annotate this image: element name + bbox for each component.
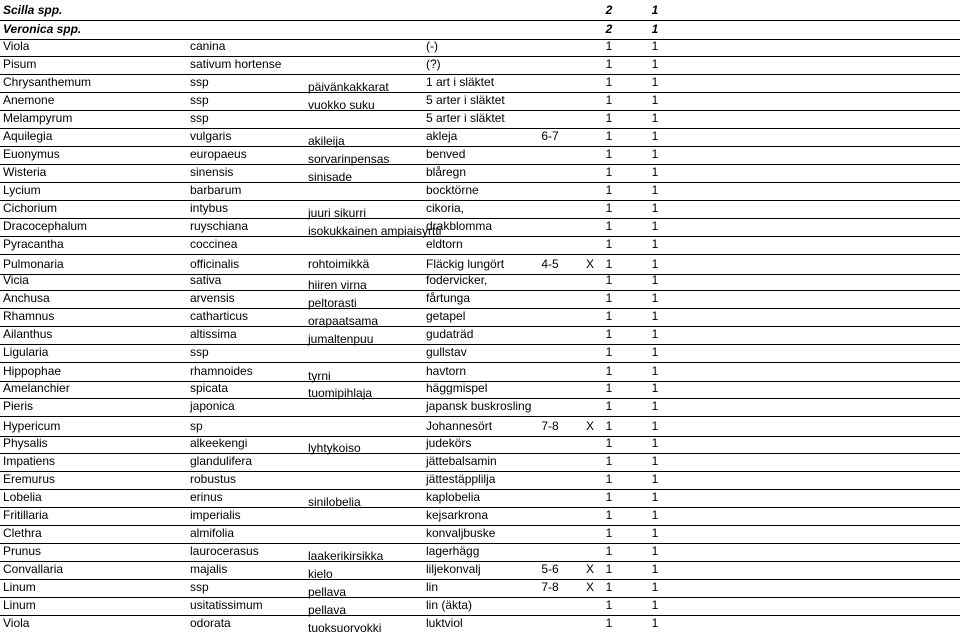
species-cell: ssp bbox=[190, 93, 209, 107]
species-cell: ssp bbox=[190, 580, 209, 594]
table-row bbox=[0, 544, 960, 562]
count-cell-1: 1 bbox=[605, 291, 613, 305]
species-cell: erinus bbox=[190, 490, 223, 504]
genus-cell: Pulmonaria bbox=[3, 257, 64, 271]
count-cell-2: 1 bbox=[651, 257, 659, 271]
finnish-name-cell: tuoksuorvokki bbox=[308, 621, 382, 635]
species-cell: imperialis bbox=[190, 508, 241, 522]
genus-cell: Scilla spp. bbox=[3, 3, 63, 17]
count-cell-1: 1 bbox=[605, 454, 613, 468]
count-cell-2: 1 bbox=[651, 237, 659, 251]
finnish-name-cell: jumaltenpuu bbox=[308, 332, 374, 346]
count-cell-2: 1 bbox=[651, 183, 659, 197]
finnish-name-cell: päivänkakkarat bbox=[308, 80, 389, 94]
count-cell-2: 1 bbox=[651, 454, 659, 468]
swedish-name-cell: jättestäpplilja bbox=[426, 472, 496, 486]
species-cell: usitatissimum bbox=[190, 598, 263, 612]
count-cell-1: 1 bbox=[605, 327, 613, 341]
swedish-name-cell: cikoria, bbox=[426, 201, 465, 215]
species-cell: ssp bbox=[190, 345, 209, 359]
finnish-name-cell: laakerikirsikka bbox=[308, 549, 384, 563]
count-cell-2: 1 bbox=[651, 616, 659, 630]
finnish-name-cell: sinisade bbox=[308, 170, 353, 184]
species-cell: canina bbox=[190, 39, 226, 53]
species-cell: spicata bbox=[190, 381, 229, 395]
species-cell: almifolia bbox=[190, 526, 235, 540]
species-cell: sativum hortense bbox=[190, 57, 282, 71]
table-row bbox=[0, 237, 960, 255]
genus-cell: Wisteria bbox=[3, 165, 47, 179]
zone-cell: 6-7 bbox=[541, 129, 559, 143]
count-cell-2: 1 bbox=[651, 57, 659, 71]
count-cell-2: 1 bbox=[651, 129, 659, 143]
genus-cell: Hypericum bbox=[3, 419, 61, 433]
count-cell-1: 1 bbox=[605, 183, 613, 197]
count-cell-2: 1 bbox=[651, 111, 659, 125]
count-cell-2: 1 bbox=[651, 22, 659, 36]
count-cell-2: 1 bbox=[651, 147, 659, 161]
count-cell-1: 1 bbox=[605, 219, 613, 233]
table-row bbox=[0, 345, 960, 363]
swedish-name-cell: kejsarkrona bbox=[426, 508, 489, 522]
count-cell-2: 1 bbox=[651, 472, 659, 486]
count-cell-2: 1 bbox=[651, 508, 659, 522]
genus-cell: Veronica spp. bbox=[3, 22, 82, 36]
count-cell-2: 1 bbox=[651, 309, 659, 323]
species-cell: intybus bbox=[190, 201, 229, 215]
table-row bbox=[0, 93, 960, 111]
genus-cell: Convallaria bbox=[3, 562, 64, 576]
finnish-name-cell: pellava bbox=[308, 585, 347, 599]
count-cell-1: 1 bbox=[605, 237, 613, 251]
zone-cell: 5-6 bbox=[541, 562, 559, 576]
swedish-name-cell: fårtunga bbox=[426, 291, 471, 305]
table-row bbox=[0, 201, 960, 219]
finnish-name-cell: peltorasti bbox=[308, 296, 357, 310]
count-cell-2: 1 bbox=[651, 273, 659, 287]
species-cell: catharticus bbox=[190, 309, 249, 323]
species-cell: sinensis bbox=[190, 165, 234, 179]
genus-cell: Melampyrum bbox=[3, 111, 73, 125]
count-cell-2: 1 bbox=[651, 219, 659, 233]
count-cell-1: 1 bbox=[605, 345, 613, 359]
swedish-name-cell: drakblomma bbox=[426, 219, 493, 233]
genus-cell: Pisum bbox=[3, 57, 37, 71]
finnish-name-cell: hiiren virna bbox=[308, 278, 367, 292]
count-cell-2: 1 bbox=[651, 345, 659, 359]
zone-cell: 7-8 bbox=[541, 419, 559, 433]
mark-cell: X bbox=[585, 580, 594, 594]
species-cell: barbarum bbox=[190, 183, 242, 197]
swedish-name-cell: akleja bbox=[426, 129, 458, 143]
swedish-name-cell: luktviol bbox=[426, 616, 463, 630]
count-cell-2: 1 bbox=[651, 364, 659, 378]
count-cell-1: 1 bbox=[605, 544, 613, 558]
genus-cell: Cichorium bbox=[3, 201, 58, 215]
swedish-name-cell: fodervicker, bbox=[426, 273, 488, 287]
count-cell-2: 1 bbox=[651, 291, 659, 305]
count-cell-2: 1 bbox=[651, 3, 659, 17]
species-cell: ssp bbox=[190, 75, 209, 89]
table-row bbox=[0, 22, 960, 40]
genus-cell: Linum bbox=[3, 598, 36, 612]
finnish-name-cell: tyrni bbox=[308, 369, 331, 383]
row-divider bbox=[0, 20, 960, 21]
table-row bbox=[0, 219, 960, 237]
swedish-name-cell: gudaträd bbox=[426, 327, 474, 341]
count-cell-1: 1 bbox=[605, 381, 613, 395]
count-cell-1: 1 bbox=[605, 111, 613, 125]
table-row bbox=[0, 364, 960, 382]
species-cell: altissima bbox=[190, 327, 237, 341]
count-cell-2: 1 bbox=[651, 201, 659, 215]
table-row bbox=[0, 309, 960, 327]
species-cell: robustus bbox=[190, 472, 237, 486]
swedish-name-cell: (-) bbox=[426, 39, 438, 53]
species-cell: ruyschiana bbox=[190, 219, 249, 233]
genus-cell: Physalis bbox=[3, 436, 48, 450]
row-divider bbox=[0, 254, 960, 255]
genus-cell: Amelanchier bbox=[3, 381, 70, 395]
count-cell-2: 1 bbox=[651, 490, 659, 504]
genus-cell: Vicia bbox=[3, 273, 29, 287]
species-cell: alkeekengi bbox=[190, 436, 248, 450]
swedish-name-cell: havtorn bbox=[426, 364, 467, 378]
species-cell: majalis bbox=[190, 562, 228, 576]
count-cell-1: 1 bbox=[605, 508, 613, 522]
swedish-name-cell: 5 arter i släktet bbox=[426, 93, 505, 107]
species-cell: odorata bbox=[190, 616, 231, 630]
count-cell-1: 1 bbox=[605, 472, 613, 486]
finnish-name-cell: sinilobelia bbox=[308, 495, 361, 509]
genus-cell: Pieris bbox=[3, 399, 34, 413]
count-cell-1: 1 bbox=[605, 165, 613, 179]
table-row bbox=[0, 526, 960, 544]
count-cell-1: 1 bbox=[605, 526, 613, 540]
genus-cell: Hippophae bbox=[3, 364, 62, 378]
finnish-name-cell: sorvarinpensas bbox=[308, 152, 390, 166]
count-cell-1: 1 bbox=[605, 436, 613, 450]
count-cell-2: 1 bbox=[651, 544, 659, 558]
swedish-name-cell: liljekonvalj bbox=[426, 562, 481, 576]
table-row bbox=[0, 75, 960, 93]
finnish-name-cell: lyhtykoiso bbox=[308, 441, 361, 455]
count-cell-1: 1 bbox=[605, 57, 613, 71]
genus-cell: Clethra bbox=[3, 526, 42, 540]
swedish-name-cell: benved bbox=[426, 147, 466, 161]
genus-cell: Lobelia bbox=[3, 490, 42, 504]
swedish-name-cell: japansk buskrosling bbox=[426, 399, 532, 413]
count-cell-1: 1 bbox=[605, 562, 613, 576]
mark-cell: X bbox=[585, 562, 594, 576]
table-row bbox=[0, 327, 960, 345]
genus-cell: Euonymus bbox=[3, 147, 60, 161]
table-row bbox=[0, 183, 960, 201]
swedish-name-cell: lin (äkta) bbox=[426, 598, 473, 612]
genus-cell: Pyracantha bbox=[3, 237, 64, 251]
finnish-name-cell: isokukkainen ampiaisyrtti bbox=[308, 224, 442, 238]
table-row bbox=[0, 111, 960, 129]
genus-cell: Chrysanthemum bbox=[3, 75, 92, 89]
count-cell-1: 1 bbox=[605, 399, 613, 413]
count-cell-2: 1 bbox=[651, 562, 659, 576]
genus-cell: Viola bbox=[3, 39, 30, 53]
count-cell-2: 1 bbox=[651, 327, 659, 341]
swedish-name-cell: (?) bbox=[426, 57, 441, 71]
table-row bbox=[0, 57, 960, 75]
mark-cell: X bbox=[585, 257, 594, 271]
table-row bbox=[0, 399, 960, 417]
species-cell: officinalis bbox=[190, 257, 240, 271]
species-cell: ssp bbox=[190, 111, 209, 125]
swedish-name-cell: häggmispel bbox=[426, 381, 488, 395]
count-cell-2: 1 bbox=[651, 419, 659, 433]
species-cell: glandulifera bbox=[190, 454, 253, 468]
count-cell-2: 1 bbox=[651, 165, 659, 179]
species-cell: vulgaris bbox=[190, 129, 232, 143]
genus-cell: Dracocephalum bbox=[3, 219, 88, 233]
swedish-name-cell: 1 art i släktet bbox=[426, 75, 495, 89]
zone-cell: 4-5 bbox=[541, 257, 559, 271]
table-row bbox=[0, 39, 960, 57]
swedish-name-cell: lin bbox=[426, 580, 439, 594]
count-cell-1: 1 bbox=[605, 580, 613, 594]
table-row bbox=[0, 273, 960, 291]
swedish-name-cell: konvaljbuske bbox=[426, 526, 496, 540]
count-cell-2: 1 bbox=[651, 39, 659, 53]
genus-cell: Rhamnus bbox=[3, 309, 55, 323]
count-cell-2: 1 bbox=[651, 436, 659, 450]
count-cell-1: 1 bbox=[605, 273, 613, 287]
species-cell: sp bbox=[190, 419, 203, 433]
genus-cell: Viola bbox=[3, 616, 30, 630]
genus-cell: Linum bbox=[3, 580, 36, 594]
species-cell: europaeus bbox=[190, 147, 247, 161]
swedish-name-cell: judekörs bbox=[426, 436, 472, 450]
count-cell-2: 1 bbox=[651, 381, 659, 395]
species-cell: rhamnoides bbox=[190, 364, 253, 378]
swedish-name-cell: 5 arter i släktet bbox=[426, 111, 505, 125]
genus-cell: Prunus bbox=[3, 544, 42, 558]
count-cell-1: 1 bbox=[605, 257, 613, 271]
count-cell-1: 1 bbox=[605, 364, 613, 378]
table-row bbox=[0, 616, 960, 634]
table-row bbox=[0, 147, 960, 165]
table-row bbox=[0, 580, 960, 598]
count-cell-1: 1 bbox=[605, 201, 613, 215]
swedish-name-cell: bocktörne bbox=[426, 183, 479, 197]
count-cell-2: 1 bbox=[651, 580, 659, 594]
zone-cell: 7-8 bbox=[541, 580, 559, 594]
species-cell: laurocerasus bbox=[190, 544, 259, 558]
swedish-name-cell: kaplobelia bbox=[426, 490, 481, 504]
swedish-name-cell: gullstav bbox=[426, 345, 467, 359]
swedish-name-cell: jättebalsamin bbox=[426, 454, 497, 468]
table-row bbox=[0, 419, 960, 437]
swedish-name-cell: getapel bbox=[426, 309, 466, 323]
genus-cell: Ligularia bbox=[3, 345, 49, 359]
genus-cell: Fritillaria bbox=[3, 508, 49, 522]
mark-cell: X bbox=[585, 419, 594, 433]
finnish-name-cell: kielo bbox=[308, 567, 333, 581]
genus-cell: Lycium bbox=[3, 183, 41, 197]
table-row bbox=[0, 381, 960, 399]
count-cell-1: 2 bbox=[605, 3, 613, 17]
count-cell-1: 1 bbox=[605, 75, 613, 89]
table-row bbox=[0, 454, 960, 472]
count-cell-1: 1 bbox=[605, 39, 613, 53]
table-row bbox=[0, 562, 960, 580]
table-row bbox=[0, 508, 960, 526]
table-row bbox=[0, 598, 960, 616]
row-divider bbox=[0, 416, 960, 417]
genus-cell: Impatiens bbox=[3, 454, 56, 468]
count-cell-2: 1 bbox=[651, 598, 659, 612]
genus-cell: Ailanthus bbox=[3, 327, 53, 341]
table-row bbox=[0, 291, 960, 309]
count-cell-1: 1 bbox=[605, 598, 613, 612]
count-cell-2: 1 bbox=[651, 399, 659, 413]
genus-cell: Eremurus bbox=[3, 472, 56, 486]
swedish-name-cell: blåregn bbox=[426, 165, 467, 179]
finnish-name-cell: vuokko suku bbox=[308, 98, 375, 112]
finnish-name-cell: rohtoimikkä bbox=[308, 257, 370, 271]
row-divider bbox=[0, 362, 960, 363]
count-cell-2: 1 bbox=[651, 526, 659, 540]
count-cell-1: 1 bbox=[605, 419, 613, 433]
count-cell-2: 1 bbox=[651, 75, 659, 89]
swedish-name-cell: eldtorn bbox=[426, 237, 463, 251]
species-cell: japonica bbox=[190, 399, 235, 413]
finnish-name-cell: juuri sikurri bbox=[308, 206, 367, 220]
species-cell: arvensis bbox=[190, 291, 235, 305]
finnish-name-cell: tuomipihlaja bbox=[308, 386, 373, 400]
count-cell-1: 1 bbox=[605, 93, 613, 107]
table-row bbox=[0, 472, 960, 490]
table-row bbox=[0, 129, 960, 147]
table-row bbox=[0, 3, 960, 21]
finnish-name-cell: pellava bbox=[308, 603, 347, 617]
count-cell-1: 1 bbox=[605, 616, 613, 630]
swedish-name-cell: Johannesört bbox=[426, 419, 493, 433]
count-cell-1: 1 bbox=[605, 147, 613, 161]
table-row bbox=[0, 490, 960, 508]
genus-cell: Aquilegia bbox=[3, 129, 53, 143]
count-cell-1: 1 bbox=[605, 129, 613, 143]
count-cell-1: 1 bbox=[605, 490, 613, 504]
count-cell-2: 1 bbox=[651, 93, 659, 107]
finnish-name-cell: orapaatsama bbox=[308, 314, 379, 328]
genus-cell: Anchusa bbox=[3, 291, 50, 305]
swedish-name-cell: lagerhägg bbox=[426, 544, 480, 558]
table-row bbox=[0, 436, 960, 454]
finnish-name-cell: akileija bbox=[308, 134, 345, 148]
species-cell: sativa bbox=[190, 273, 222, 287]
table-row bbox=[0, 165, 960, 183]
species-cell: coccinea bbox=[190, 237, 238, 251]
genus-cell: Anemone bbox=[3, 93, 55, 107]
count-cell-1: 2 bbox=[605, 22, 613, 36]
count-cell-1: 1 bbox=[605, 309, 613, 323]
swedish-name-cell: Fläckig lungört bbox=[426, 257, 505, 271]
